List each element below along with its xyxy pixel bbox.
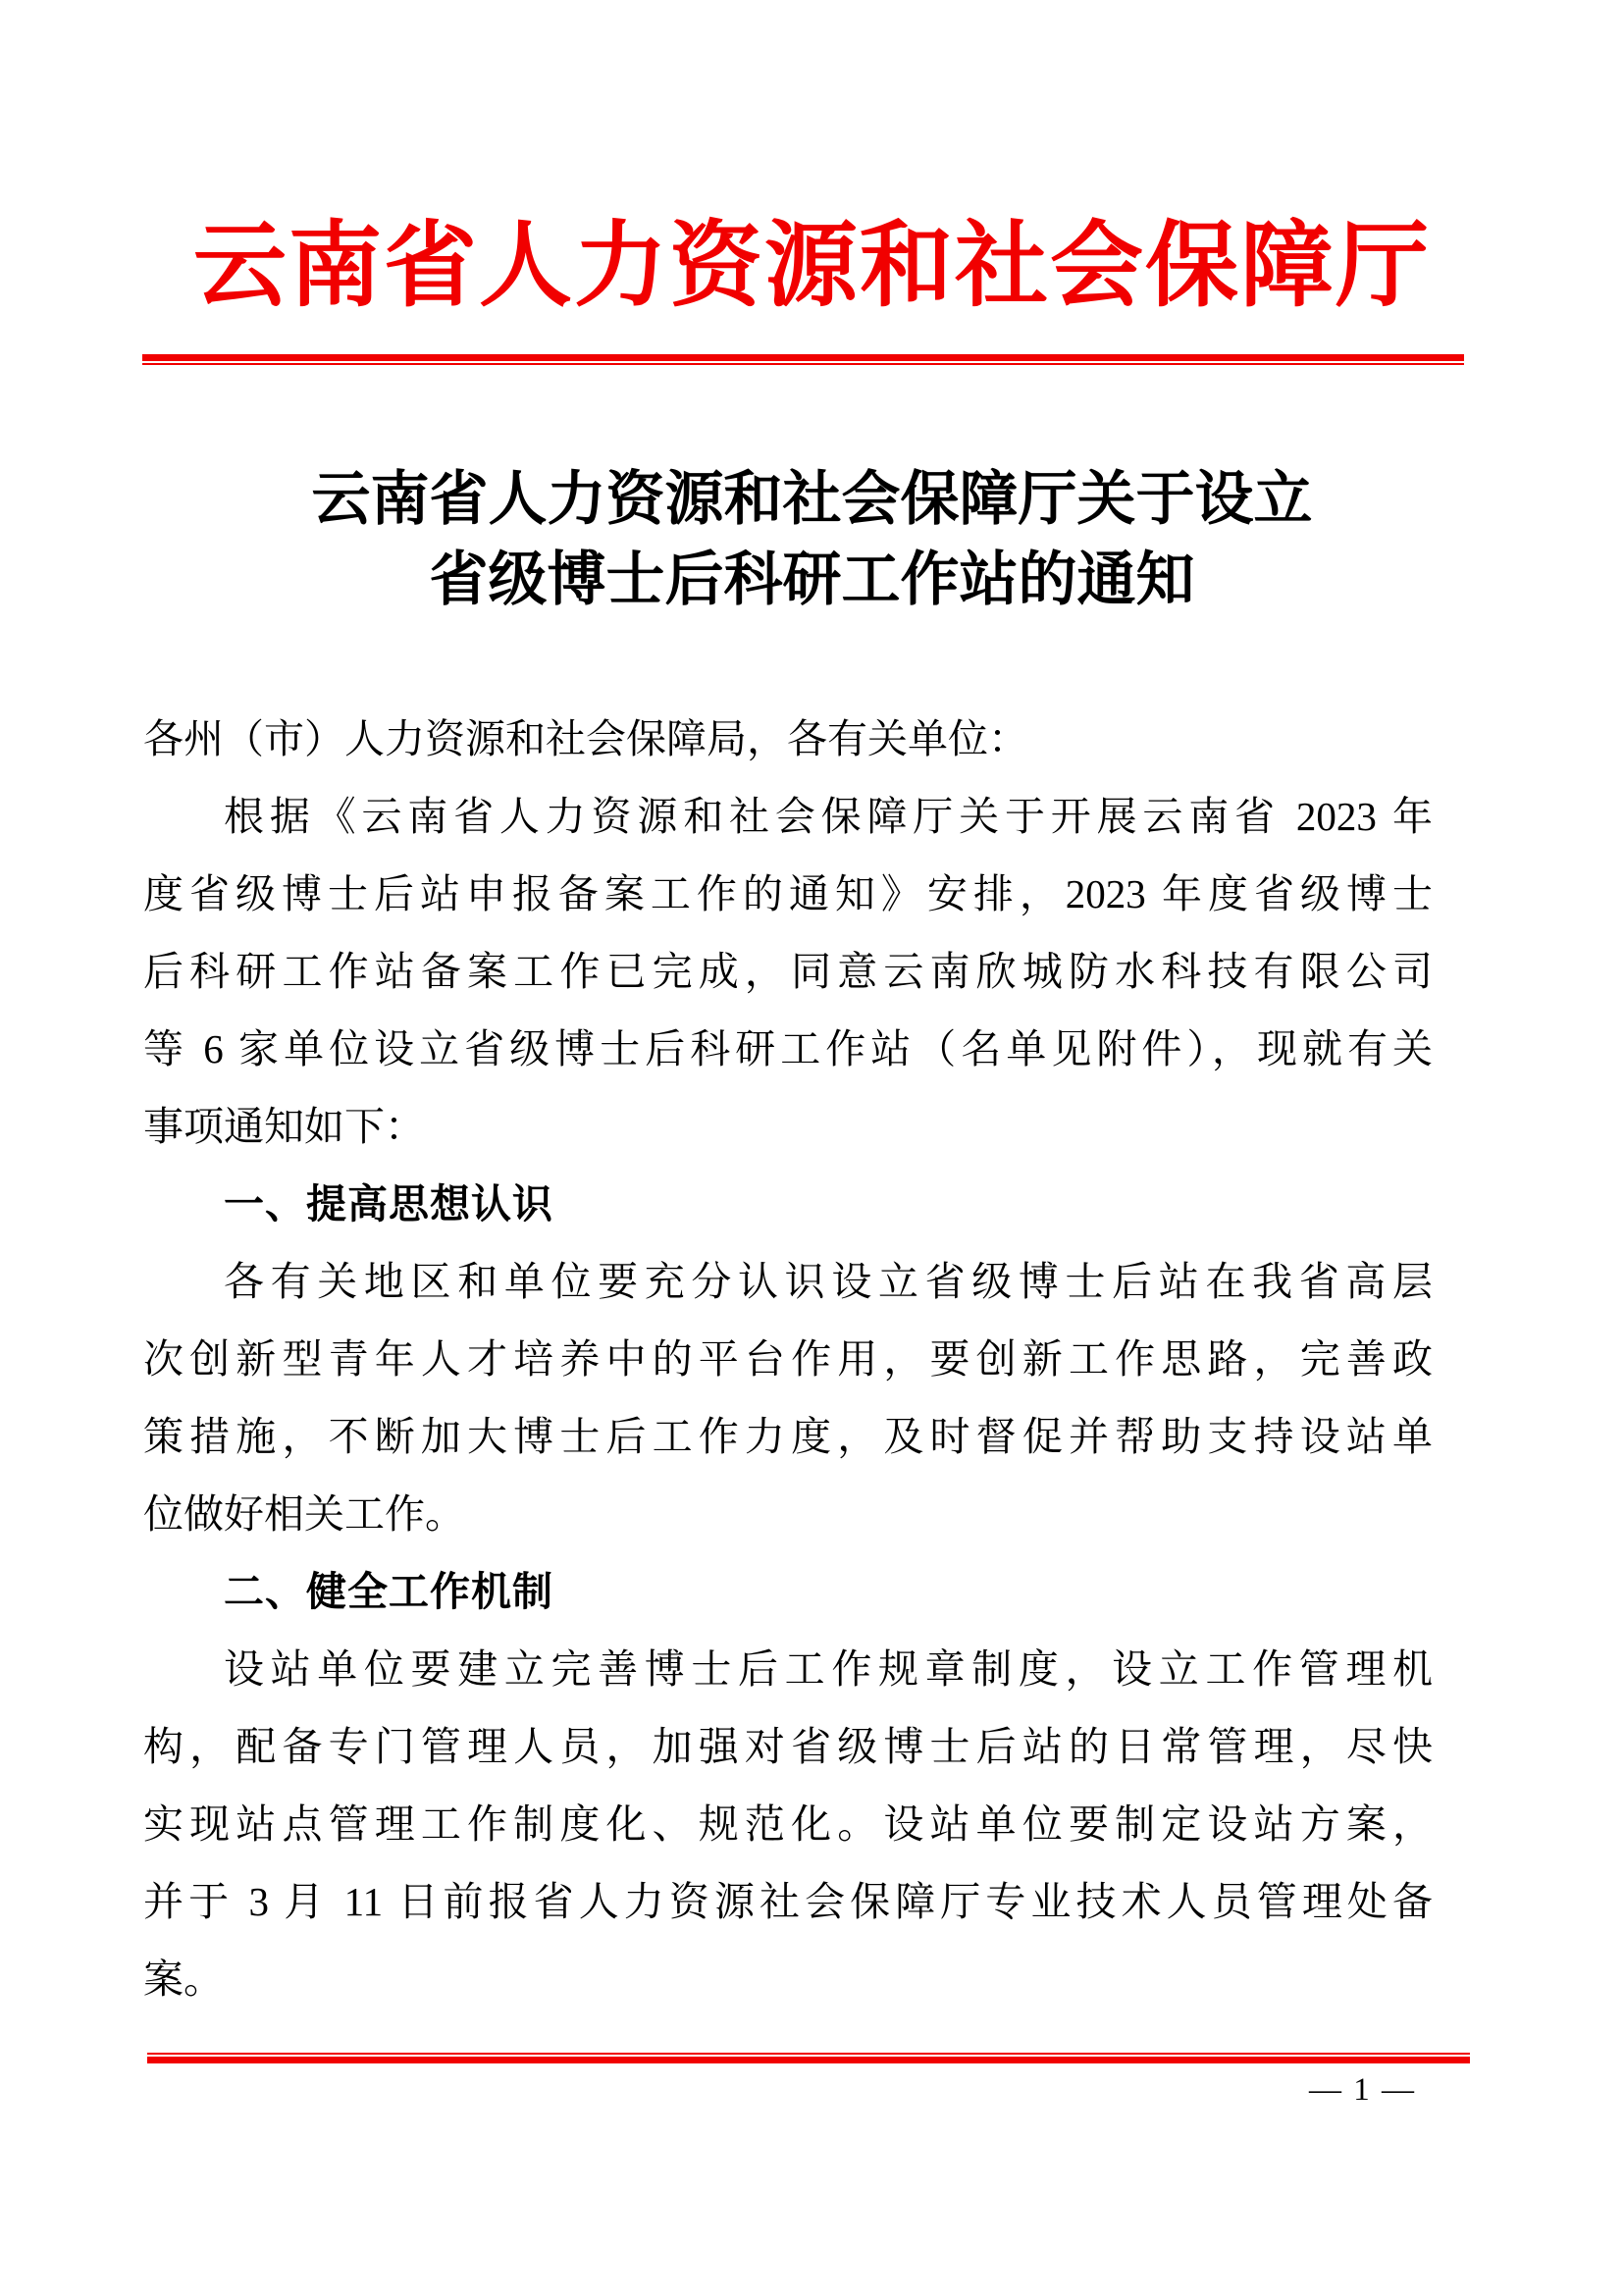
masthead-rule-thin <box>142 363 1464 365</box>
body-line: 策措施，不断加大博士后工作力度，及时督促并帮助支持设站单 <box>143 1414 1433 1459</box>
masthead-rule-thick <box>142 354 1464 361</box>
masthead-double-rule <box>142 354 1464 365</box>
body-line: 度省级博士后站申报备案工作的通知》安排，2023 年度省级博士 <box>143 871 1433 916</box>
body-line: 次创新型青年人才培养中的平台作用，要创新工作思路，完善政 <box>143 1336 1433 1382</box>
section-heading-2: 二、健全工作机制 <box>224 1569 553 1614</box>
body-line: 根据《云南省人力资源和社会保障厅关于开展云南省 2023 年 <box>224 794 1433 839</box>
footer-rule-thin <box>147 2053 1470 2055</box>
page-number: — 1 — <box>1309 2072 1416 2108</box>
body-line: 案。 <box>143 1957 224 2002</box>
body-text <box>143 701 1433 2018</box>
body-line: 事项通知如下： <box>143 1104 425 1149</box>
body-line: 各有关地区和单位要充分认识设立省级博士后站在我省高层 <box>224 1259 1433 1304</box>
section-heading-1: 一、提高思想认识 <box>224 1181 553 1226</box>
body-line: 位做好相关工作。 <box>143 1491 465 1537</box>
body-line: 等 6 家单位设立省级博士后科研工作站（名单见附件），现就有关 <box>143 1026 1433 1071</box>
body-line: 后科研工作站备案工作已完成，同意云南欣城防水科技有限公司 <box>143 949 1433 994</box>
document-title-line-2: 省级博士后科研工作站的通知 <box>429 548 1195 612</box>
document-title-line-1: 云南省人力资源和社会保障厅关于设立 <box>311 467 1313 532</box>
body-line: 设站单位要建立完善博士后工作规章制度，设立工作管理机 <box>224 1646 1433 1692</box>
footer-rule-thick <box>147 2057 1470 2063</box>
salutation-line: 各州（市）人力资源和社会保障局，各有关单位： <box>143 716 1028 761</box>
document-title <box>0 459 1624 620</box>
body-line: 构，配备专门管理人员，加强对省级博士后站的日常管理，尽快 <box>143 1724 1433 1769</box>
body-line: 实现站点管理工作制度化、规范化。设站单位要制定设站方案， <box>143 1801 1433 1847</box>
org-masthead-title: 云南省人力资源和社会保障厅 <box>192 214 1431 318</box>
footer-double-rule <box>147 2053 1470 2063</box>
body-line: 并于 3 月 11 日前报省人力资源社会保障厅专业技术人员管理处备 <box>143 1879 1433 1924</box>
